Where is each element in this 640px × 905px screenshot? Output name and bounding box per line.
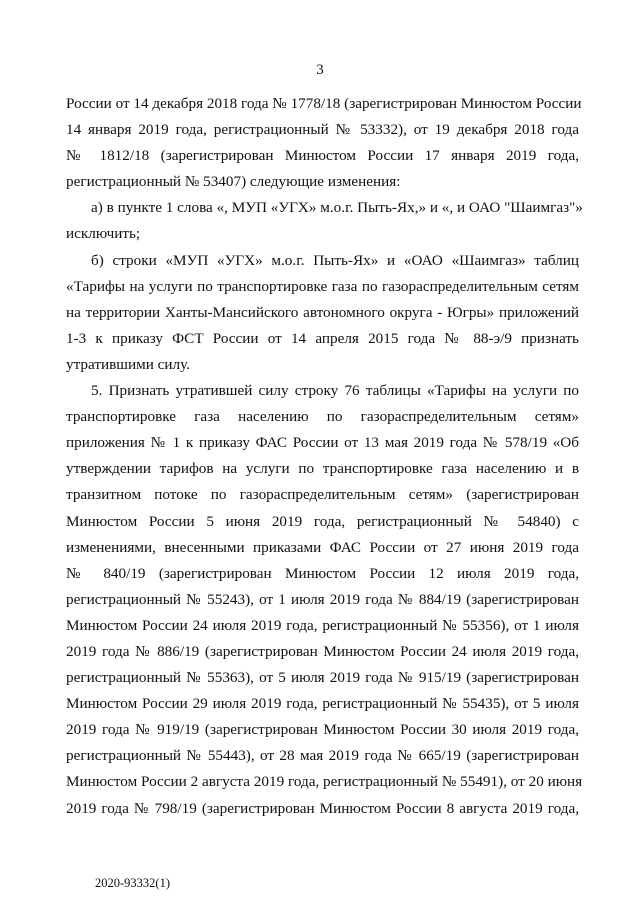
text-line: Минюстом России 29 июля 2019 года, регистрационный № 55435), от 5 июля xyxy=(66,695,579,713)
text-line: на территории Ханты-Мансийского автономного округа - Югры» приложений xyxy=(66,303,579,321)
text-line: 2019 года № 919/19 (зарегистрирован Минюстом России 30 июля 2019 года, xyxy=(66,721,579,739)
page-number: 3 xyxy=(316,62,324,78)
text-line: регистрационный № 55443), от 28 мая 2019 года № 665/19 (зарегистрирован xyxy=(66,747,579,765)
text-line: транспортировке газа населению по газораспределительным сетям» xyxy=(66,408,579,426)
text-line: б) строки «МУП «УГХ» м.о.г. Пыть-Ях» и «ОАО «Шаимгаз» таблиц xyxy=(91,251,579,269)
text-line: а) в пункте 1 слова «, МУП «УГХ» м.о.г. Пыть-Ях,» и «, и ОАО "Шаимгаз"» xyxy=(91,199,583,217)
text-line: № 1812/18 (зарегистрирован Минюстом России 17 января 2019 года, xyxy=(66,147,579,165)
text-line: 5. Признать утратившей силу строку 76 таблицы «Тарифы на услуги по xyxy=(91,382,579,400)
text-line: транзитном потоке по газораспределительным сетям» (зарегистрирован xyxy=(66,486,579,504)
text-line: исключить; xyxy=(66,225,141,243)
text-line: № 840/19 (зарегистрирован Минюстом России 12 июля 2019 года, xyxy=(66,564,579,582)
text-line: России от 14 декабря 2018 года № 1778/18 (зарегистрирован Минюстом России xyxy=(66,95,582,112)
text-line: изменениями, внесенными приказами ФАС России от 27 июня 2019 года xyxy=(66,538,579,556)
text-line: утратившими силу. xyxy=(66,355,190,373)
body-text xyxy=(66,91,583,822)
text-line: 14 января 2019 года, регистрационный № 53332), от 19 декабря 2018 года xyxy=(66,121,579,139)
document-code: 2020-93332(1) xyxy=(95,876,170,890)
text-line: регистрационный № 55243), от 1 июля 2019 года № 884/19 (зарегистрирован xyxy=(66,590,579,608)
text-line: Минюстом России 2 августа 2019 года, регистрационный № 55491), от 20 июня xyxy=(66,773,583,791)
text-line: приложения № 1 к приказу ФАС России от 13 мая 2019 года № 578/19 «Об xyxy=(66,434,579,452)
text-line: 2019 года № 798/19 (зарегистрирован Минюстом России 8 августа 2019 года, xyxy=(66,799,579,817)
text-line: «Тарифы на услуги по транспортировке газа по газораспределительным сетям xyxy=(66,277,579,295)
text-line: 1-3 к приказу ФСТ России от 14 апреля 2015 года № 88-э/9 признать xyxy=(66,329,579,347)
text-line: 2019 года № 886/19 (зарегистрирован Минюстом России 24 июля 2019 года, xyxy=(66,642,579,660)
text-line: Минюстом России 24 июля 2019 года, регистрационный № 55356), от 1 июля xyxy=(66,616,579,634)
text-line: регистрационный № 55363), от 5 июля 2019 года № 915/19 (зарегистрирован xyxy=(66,669,579,687)
text-line: утверждении тарифов на услуги по транспортировке газа населению и в xyxy=(66,460,579,478)
text-line: регистрационный № 53407) следующие изменения: xyxy=(66,173,401,191)
text-line: Минюстом России 5 июня 2019 года, регистрационный № 54840) с xyxy=(66,512,579,530)
